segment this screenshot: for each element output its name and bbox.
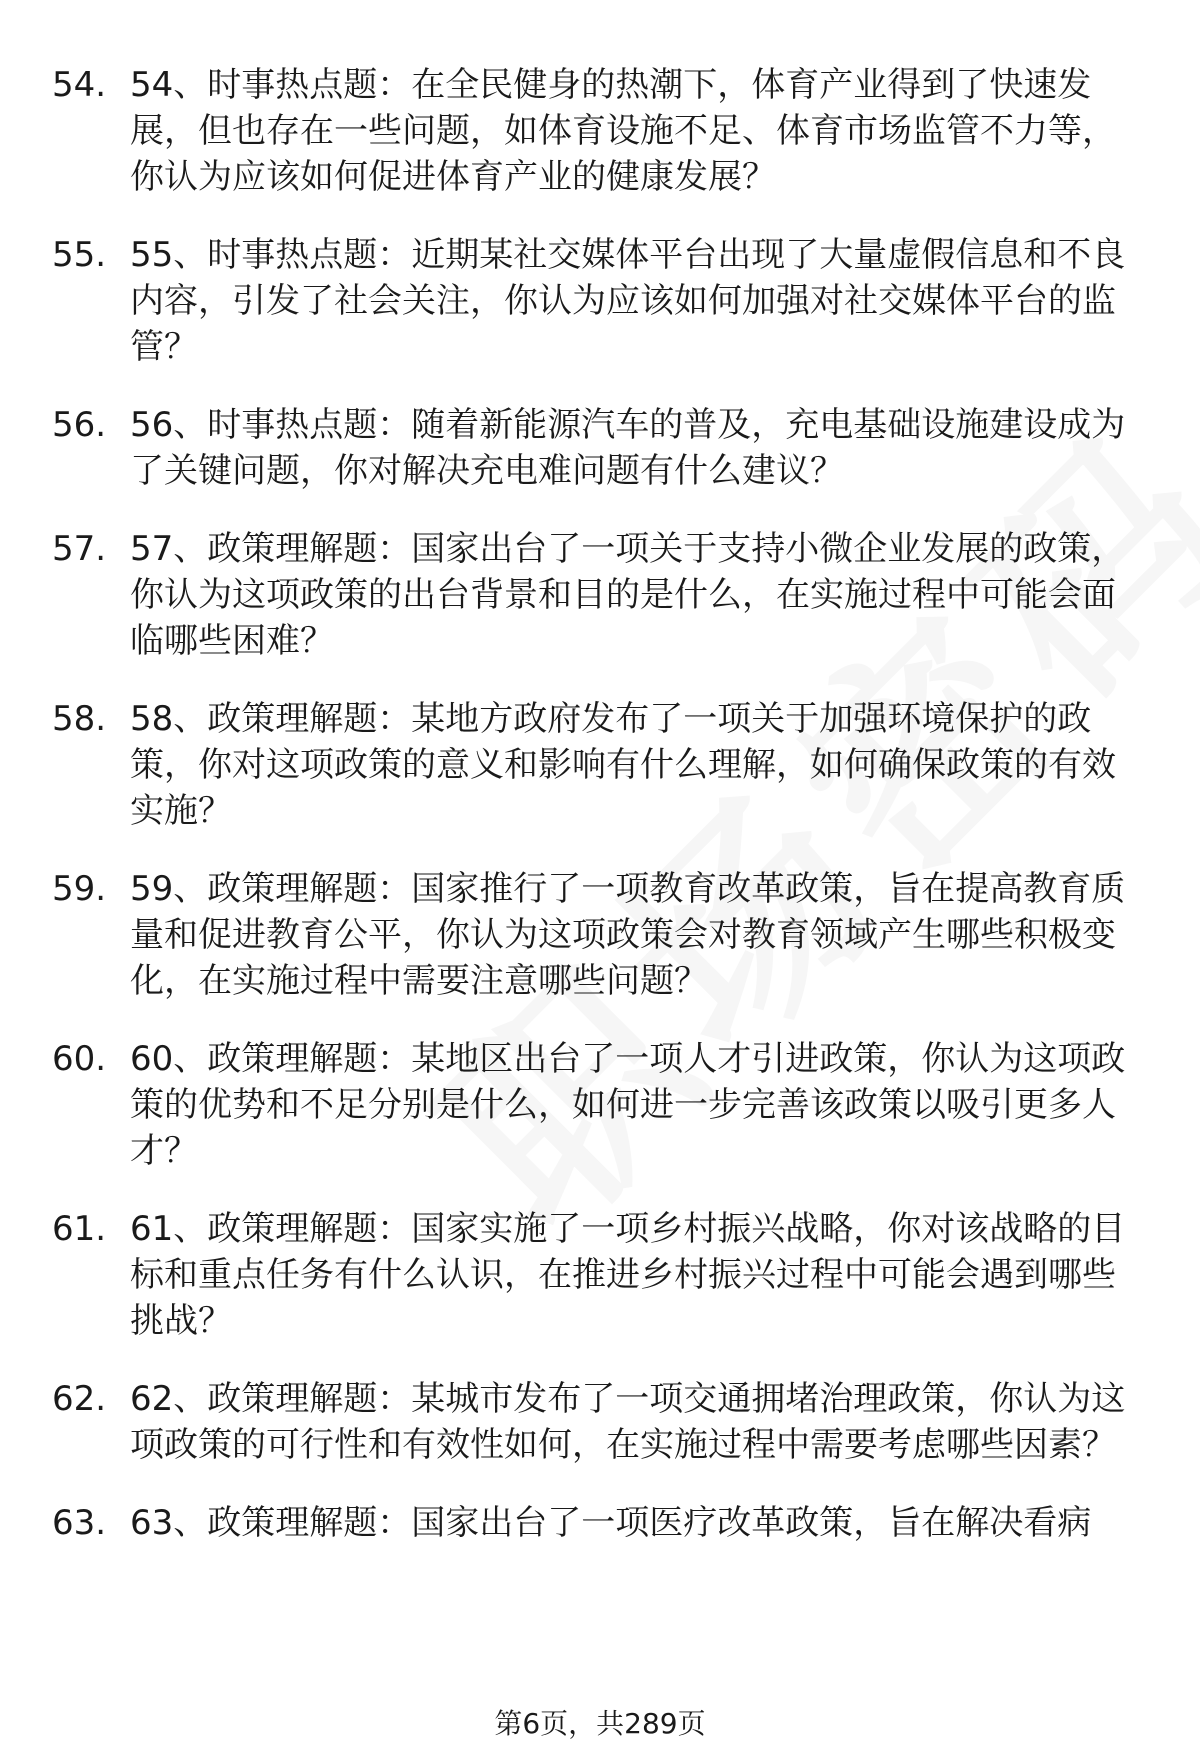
list-item <box>52 1036 1152 1174</box>
list-item <box>52 1206 1152 1344</box>
item-text: 60、政策理解题：某地区出台了一项人才引进政策，你认为这项政策的优势和不足分别是什么，如何进一步完善该政策以吸引更多人才？ <box>130 1039 1126 1171</box>
item-text: 54、时事热点题：在全民健身的热潮下，体育产业得到了快速发展，但也存在一些问题，如体育设施不足、体育市场监管不力等，你认为应该如何促进体育产业的健康发展？ <box>130 65 1116 197</box>
list-item <box>52 696 1152 834</box>
item-number: 62. <box>52 1379 107 1419</box>
item-number: 58. <box>52 699 107 739</box>
item-number: 57. <box>52 529 107 569</box>
item-number: 61. <box>52 1209 107 1249</box>
list-item <box>52 526 1152 664</box>
item-text: 58、政策理解题：某地方政府发布了一项关于加强环境保护的政策，你对这项政策的意义和影响有什么理解，如何确保政策的有效实施？ <box>130 699 1116 831</box>
item-number: 59. <box>52 869 107 909</box>
page-footer: 第6页，共289页 <box>494 1707 706 1740</box>
item-number: 54. <box>52 65 107 105</box>
item-text: 57、政策理解题：国家出台了一项关于支持小微企业发展的政策，你认为这项政策的出台背景和目的是什么，在实施过程中可能会面临哪些困难？ <box>130 529 1126 661</box>
item-text: 61、政策理解题：国家实施了一项乡村振兴战略，你对该战略的目标和重点任务有什么认识，在推进乡村振兴过程中可能会遇到哪些挑战？ <box>130 1209 1126 1341</box>
list-item <box>52 232 1152 370</box>
item-text: 63、政策理解题：国家出台了一项医疗改革政策，旨在解决看病 <box>130 1503 1092 1543</box>
item-number: 60. <box>52 1039 107 1079</box>
item-number: 56. <box>52 405 107 445</box>
list-item <box>52 1376 1152 1468</box>
item-text: 56、时事热点题：随着新能源汽车的普及，充电基础设施建设成为了关键问题，你对解决充电难问题有什么建议？ <box>130 405 1126 491</box>
item-number: 63. <box>52 1503 107 1543</box>
item-number: 55. <box>52 235 107 275</box>
item-text: 62、政策理解题：某城市发布了一项交通拥堵治理政策，你认为这项政策的可行性和有效性如何，在实施过程中需要考虑哪些因素？ <box>130 1379 1126 1465</box>
list-item <box>52 1500 1152 1546</box>
list-item <box>52 866 1152 1004</box>
item-text: 59、政策理解题：国家推行了一项教育改革政策，旨在提高教育质量和促进教育公平，你认为这项政策会对教育领域产生哪些积极变化，在实施过程中需要注意哪些问题？ <box>130 869 1126 1001</box>
list-item <box>52 62 1152 200</box>
question-list <box>52 62 1152 1578</box>
list-item <box>52 402 1152 494</box>
item-text: 55、时事热点题：近期某社交媒体平台出现了大量虚假信息和不良内容，引发了社会关注，你认为应该如何加强对社交媒体平台的监管？ <box>130 235 1126 367</box>
